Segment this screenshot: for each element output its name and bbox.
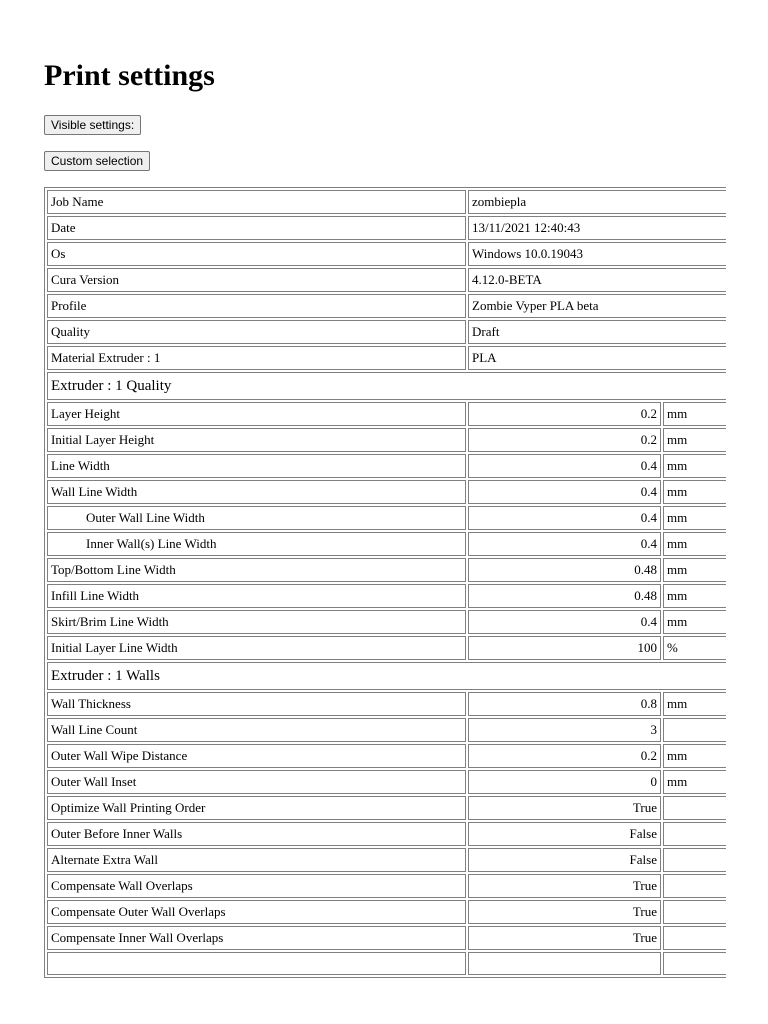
setting-label: Infill Line Width: [47, 584, 466, 608]
setting-row: [47, 506, 726, 530]
setting-label: Layer Height: [47, 402, 466, 426]
setting-value: 0.4: [468, 610, 661, 634]
info-label: Os: [47, 242, 466, 266]
setting-row: [47, 822, 726, 846]
info-row: [47, 190, 726, 214]
setting-row: [47, 900, 726, 924]
setting-unit: mm: [663, 480, 726, 504]
settings-table: [44, 187, 726, 978]
setting-unit: mm: [663, 770, 726, 794]
setting-label: Outer Wall Inset: [47, 770, 466, 794]
info-value: Draft: [468, 320, 726, 344]
setting-label: Optimize Wall Printing Order: [47, 796, 466, 820]
setting-value: True: [468, 796, 661, 820]
info-label: Date: [47, 216, 466, 240]
setting-label: Initial Layer Height: [47, 428, 466, 452]
setting-unit: mm: [663, 692, 726, 716]
setting-value: 0.2: [468, 744, 661, 768]
setting-label: Compensate Outer Wall Overlaps: [47, 900, 466, 924]
setting-label: Compensate Inner Wall Overlaps: [47, 926, 466, 950]
setting-value: 0.4: [468, 532, 661, 556]
info-row: [47, 320, 726, 344]
setting-value: False: [468, 848, 661, 872]
setting-value: 0.4: [468, 480, 661, 504]
info-row: [47, 216, 726, 240]
setting-row: [47, 428, 726, 452]
setting-row: [47, 610, 726, 634]
setting-row: [47, 692, 726, 716]
setting-label: [47, 952, 466, 975]
setting-value: [468, 952, 661, 975]
info-label: Material Extruder : 1: [47, 346, 466, 370]
setting-row: [47, 584, 726, 608]
info-row: [47, 346, 726, 370]
setting-unit: mm: [663, 558, 726, 582]
setting-label: Wall Line Width: [47, 480, 466, 504]
setting-unit: mm: [663, 506, 726, 530]
custom-selection-button[interactable]: Custom selection: [44, 151, 150, 171]
setting-row: [47, 532, 726, 556]
info-value: PLA: [468, 346, 726, 370]
setting-label: Wall Thickness: [47, 692, 466, 716]
setting-unit: mm: [663, 610, 726, 634]
setting-unit: [663, 900, 726, 924]
setting-unit: [663, 926, 726, 950]
section-title: Extruder : 1 Quality: [47, 372, 726, 400]
setting-unit: mm: [663, 402, 726, 426]
info-value: 13/11/2021 12:40:43: [468, 216, 726, 240]
visible-settings-button[interactable]: Visible settings:: [44, 115, 141, 135]
section-title: Extruder : 1 Walls: [47, 662, 726, 690]
setting-value: 0.2: [468, 402, 661, 426]
section-header-row: [47, 372, 726, 400]
settings-table-viewport: [44, 187, 726, 988]
setting-value: 0.8: [468, 692, 661, 716]
setting-row: [47, 848, 726, 872]
info-value: Zombie Vyper PLA beta: [468, 294, 726, 318]
setting-row: [47, 718, 726, 742]
setting-row: [47, 770, 726, 794]
setting-unit: mm: [663, 532, 726, 556]
setting-row: [47, 796, 726, 820]
setting-value: 0.2: [468, 428, 661, 452]
setting-label: Line Width: [47, 454, 466, 478]
setting-label: Compensate Wall Overlaps: [47, 874, 466, 898]
setting-row: [47, 558, 726, 582]
setting-value: 100: [468, 636, 661, 660]
setting-unit: [663, 796, 726, 820]
setting-label: Alternate Extra Wall: [47, 848, 466, 872]
setting-unit: [663, 822, 726, 846]
setting-label: Inner Wall(s) Line Width: [47, 532, 466, 556]
info-row: [47, 268, 726, 292]
section-header-row: [47, 662, 726, 690]
setting-unit: [663, 874, 726, 898]
info-label: Profile: [47, 294, 466, 318]
setting-label: Initial Layer Line Width: [47, 636, 466, 660]
setting-value: 0.4: [468, 454, 661, 478]
setting-row: [47, 952, 726, 975]
setting-value: 0.4: [468, 506, 661, 530]
setting-row: [47, 744, 726, 768]
setting-label: Outer Before Inner Walls: [47, 822, 466, 846]
setting-label: Outer Wall Wipe Distance: [47, 744, 466, 768]
info-label: Quality: [47, 320, 466, 344]
setting-value: True: [468, 926, 661, 950]
setting-unit: mm: [663, 454, 726, 478]
info-row: [47, 242, 726, 266]
setting-value: True: [468, 874, 661, 898]
setting-value: 0.48: [468, 558, 661, 582]
setting-label: Outer Wall Line Width: [47, 506, 466, 530]
setting-unit: mm: [663, 428, 726, 452]
setting-unit: mm: [663, 584, 726, 608]
info-value: 4.12.0-BETA: [468, 268, 726, 292]
setting-unit: [663, 718, 726, 742]
setting-unit: [663, 952, 726, 975]
setting-label: Skirt/Brim Line Width: [47, 610, 466, 634]
setting-label: Top/Bottom Line Width: [47, 558, 466, 582]
info-row: [47, 294, 726, 318]
setting-unit: [663, 848, 726, 872]
setting-unit: mm: [663, 744, 726, 768]
setting-row: [47, 480, 726, 504]
setting-row: [47, 926, 726, 950]
setting-row: [47, 874, 726, 898]
info-label: Job Name: [47, 190, 466, 214]
setting-label: Wall Line Count: [47, 718, 466, 742]
setting-unit: %: [663, 636, 726, 660]
setting-row: [47, 454, 726, 478]
setting-row: [47, 402, 726, 426]
setting-row: [47, 636, 726, 660]
info-value: Windows 10.0.19043: [468, 242, 726, 266]
setting-value: 3: [468, 718, 661, 742]
info-value: zombiepla: [468, 190, 726, 214]
setting-value: True: [468, 900, 661, 924]
setting-value: 0.48: [468, 584, 661, 608]
setting-value: False: [468, 822, 661, 846]
info-label: Cura Version: [47, 268, 466, 292]
setting-value: 0: [468, 770, 661, 794]
page-title: Print settings: [44, 59, 215, 92]
